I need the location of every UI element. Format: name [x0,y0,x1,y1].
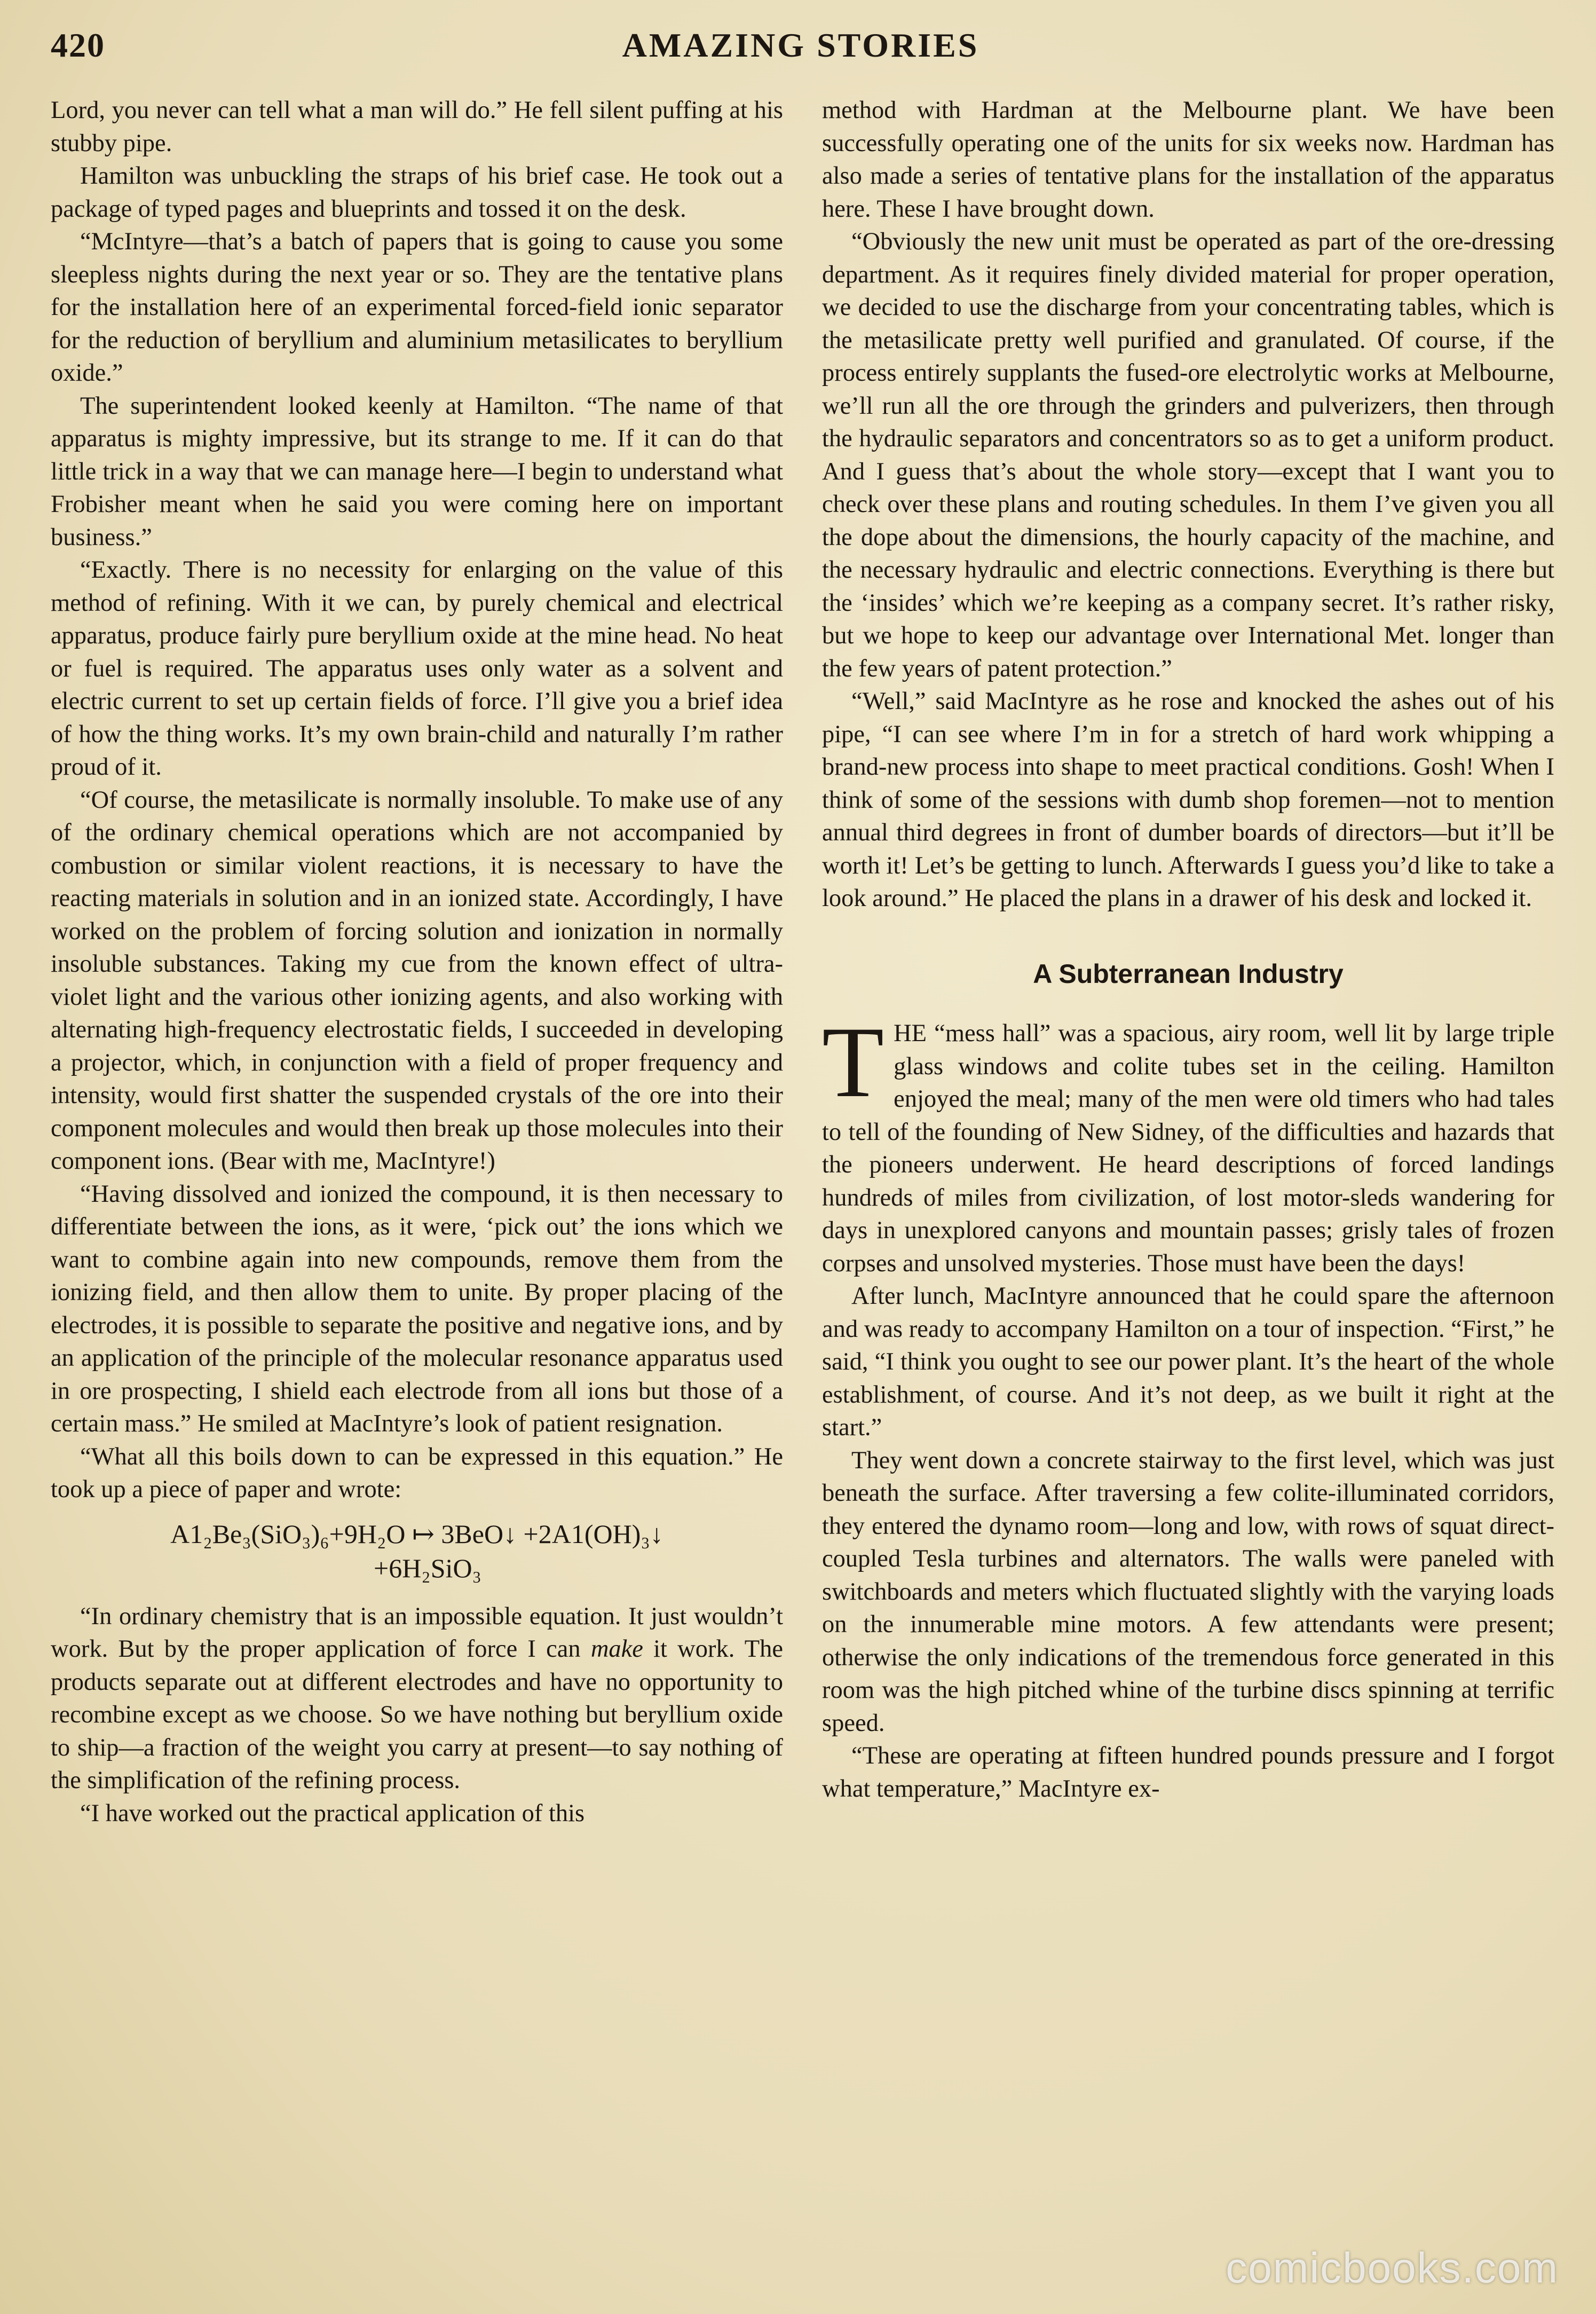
paragraph: Hamilton was unbuckling the straps of his brief case. He took out a package of typed pages and blueprints and tossed it on the desk. [51,162,783,223]
paragraph: “Obviously the new unit must be operated as part of the ore-dressing department. As it requires finely divided material for proper operation, we decided to use the discharge from your concentrating tables, which is the metasilicate pretty well purified and granulated. Of course, if the process entirely supplants the fused-ore electrolytic works at Melbourne, we’ll run all the ore through the grinders and pulverizers, then through the hydraulic separators and concentrators so as to get a uniform product. And I guess that’s about the whole story—except that I want you to check over these plans and routing schedules. In them I’ve given you all the dope about the dimensions, the hourly capacity of the machine, and the necessary hydraulic and electric connections. Everything is there but the ‘insides’ which we’re keeping as a company secret. It’s rather risky, but we hope to keep our advantage over International Met. longer than the few years of patent protection.” [822,228,1554,682]
left-column [51,94,783,1830]
paragraph: method with Hardman at the Melbourne plant. We have been successfully operating one of the units for six weeks now. Hardman has also made a series of tentative plans for the installation of the apparatus here. These I have brought down. [822,97,1554,223]
page-header [51,20,1551,79]
section-heading: A Subterranean Industry [1033,958,1344,989]
watermark: comicbooks.com [1226,2244,1559,2292]
paragraph: “Exactly. There is no necessity for enlarging on the value of this method of refining. With it we can, by purely chemical and electrical apparatus, produce fairly pure beryllium oxide at the mine head. No heat or fuel is required. The apparatus uses only water as a solvent and electric current to set up certain fields of force. I’ll give you a brief idea of how the thing works. It’s my own brain-child and naturally I’m rather proud of it. [51,556,783,781]
paragraph: They went down a concrete stairway to the first level, which was just beneath the surface. After traversing a few colite-illuminated corridors, they entered the dynamo room—long and low, with rows of squat direct-coupled Tesla turbines and alternators. The walls were paneled with switchboards and meters which fluctuated slightly with the varying loads on the innumerable mine motors. A few attendants were present; otherwise the only indications of the tremendous force generated in this room was the high pitched whine of the turbine discs spinning at terrific speed. [822,1446,1554,1737]
drop-cap: T [822,1006,884,1119]
equation-line-1: A1₂Be₃(SiO₃)₆+9H₂O ↦ 3BeO↓ +2A1(OH)₃↓ [170,1518,663,1549]
paragraph: “These are operating at fifteen hundred pounds pressure and I forgot what temperature,” MacIntyre ex- [822,1742,1554,1803]
paragraph: “McIntyre—that’s a batch of papers that is going to cause you some sleepless nights during the next year or so. They are the tentative plans for the installation here of an experimental forced-field ionic separator for the reduction of beryllium and aluminium metasilicates to beryllium oxide.” [51,228,783,387]
paragraph [51,1600,783,1797]
paragraph: The superintendent looked keenly at Hamilton. “The name of that apparatus is mighty impressive, but its strange to me. If it can do that little trick in a way that we can manage here—I begin to understand what Frobisher meant when he said you were coming here on important business.” [51,392,783,551]
text-run: HE “mess hall” was a spacious, airy room, well lit by large triple glass windows and colite tubes set in the ceiling. Hamilton enjoyed the meal; many of the men were old timers who had tales to tell of the founding of New Sidney, of the difficulties and hazards that the pioneers underwent. He heard descriptions of forced landings hundreds of miles from civilization, of lost motor-sleds wandering for days in unexplored canyons and mountain passes; grisly tales of frozen corpses and unsolved mysteries. Those must have been the days! [822,1020,1554,1277]
equation-line-2: +6H₂SiO₃ [374,1553,481,1583]
paragraph: Lord, you never can tell what a man will do.” He fell silent puffing at his stubby pipe. [51,97,783,157]
paragraph: “I have worked out the practical application of this [80,1799,585,1827]
text-run: it work. The products separate out at different electrodes and have no opportunity to recombine except as we choose. So we have nothing but beryllium oxide to ship—a fraction of the weight you carry at present—to say nothing of the simplification of the refining process. [51,1635,784,1794]
paragraph: After lunch, MacIntyre announced that he could spare the afternoon and was ready to accompany Hamilton on a tour of inspection. “First,” he said, “I think you ought to see our power plant. It’s the heart of the whole establishment, of course. And it’s not deep, as we built it right at the start.” [822,1282,1554,1441]
right-column [822,94,1554,1805]
page-number: 420 [51,26,105,64]
emphasis: make [590,1635,643,1663]
paragraph: “What all this boils down to can be expressed in this equation.” He took up a piece of paper and wrote: [51,1443,783,1503]
chemical-equation [51,1517,783,1585]
paragraph: “Well,” said MacIntyre as he rose and knocked the ashes out of his pipe, “I can see where I’m in for a stretch of hard work whipping a brand-new process into shape to meet practical conditions. Gosh! When I think of some of the sessions with dumb shop foremen—not to mention annual third degrees in front of dumber boards of directors—but it’ll be worth it! Let’s be getting to lunch. Afterwards I guess you’d like to take a look around.” He placed the plans in a drawer of his desk and locked it. [822,688,1554,912]
paragraph: “Having dissolved and ionized the compound, it is then necessary to differentiate between the ions, as it were, ‘pick out’ the ions which we want to combine again into new compounds, remove them from the ionizing field, and then allow them to unite. By proper placing of the electrodes, it is possible to separate the positive and negative ions, and by an application of the principle of the molecular resonance apparatus used in ore prospecting, I shield each electrode from all ions but those of a certain mass.” He smiled at MacIntyre’s look of patient resignation. [51,1180,783,1437]
paragraph [822,1006,1554,1280]
magazine-title: AMAZING STORIES [622,26,979,64]
text-run: “In ordinary chemistry that is an impossible equation. It just wouldn’t work. But by the proper application of force I can [51,1602,783,1663]
paragraph: “Of course, the metasilicate is normally insoluble. To make use of any of the ordinary chemical operations which are not accompanied by combustion or similar violent reactions, it is necessary to have the reacting materials in solution and in an ionized state. Accordingly, I have worked on the problem of forcing solution and ionization in normally insoluble substances. Taking my cue from the known effect of ultra-violet light and the various other ionizing agents, and also working with alternating high-frequency electrostatic fields, I succeeded in developing a projector, which, in conjunction with a field of proper frequency and intensity, would first shatter the suspended crystals of the ore into their component molecules and would then break up those molecules into their component ions. (Bear with me, MacIntyre!) [51,786,783,1175]
